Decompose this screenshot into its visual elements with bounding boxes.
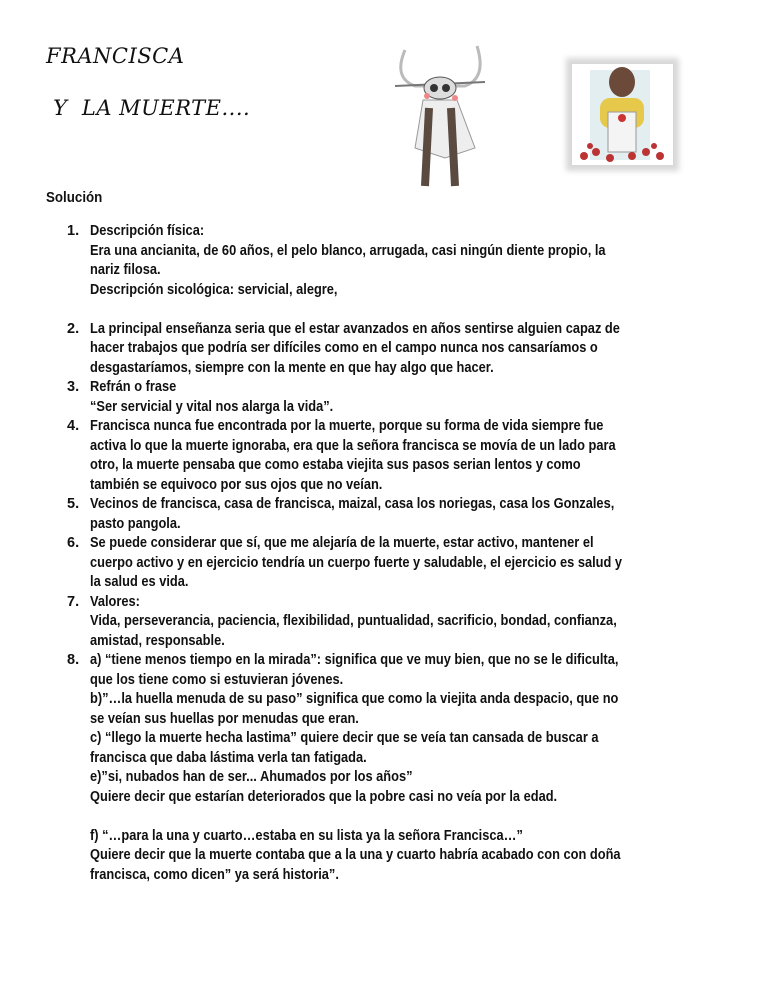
item-line: Refrán o frase: [90, 379, 177, 395]
death-figure-illustration: [385, 38, 495, 188]
item-line: Vida, perseverancia, paciencia, flexibilidad, puntualidad, sacrificio, bondad, confianza,: [90, 613, 617, 629]
item-line: Quiere decir que estarían deteriorados que la pobre casi no veía por la edad.: [90, 788, 558, 805]
item-line: la salud es vida.: [90, 574, 189, 590]
list-item: [0, 320, 768, 379]
item-line: nariz filosa.: [90, 262, 161, 278]
item-line: “Ser servicial y vital nos alarga la vida”.: [90, 398, 334, 415]
item-line: Era una ancianita, de 60 años, el pelo blanco, arrugada, casi ningún diente propio, la: [90, 242, 606, 259]
item-line: a) “tiene menos tiempo en la mirada”: significa que ve muy bien, que no se le dificulta,: [90, 652, 619, 668]
francisca-portrait-illustration: [560, 52, 685, 177]
item-line: Quiere decir que la muerte contaba que a la una y cuarto habría acabado con con doña: [90, 847, 621, 863]
item-line: Se puede considerar que sí, que me alejaría de la muerte, estar activo, mantener el: [90, 535, 594, 551]
list-item: [0, 378, 768, 417]
item-line: francisca, como dicen” ya será historia”.: [90, 866, 339, 883]
document-title-line1: FRANCISCA: [46, 44, 185, 68]
list-item: [0, 651, 768, 885]
document-title-line2: Y LA MUERTE....: [46, 96, 251, 120]
item-number: 2.: [67, 320, 80, 337]
item-number: 3.: [67, 379, 80, 395]
item-number: 1.: [67, 223, 80, 239]
item-line: Francisca nunca fue encontrada por la muerte, porque su forma de vida siempre fue: [90, 418, 604, 434]
item-line: desgastaríamos, siempre con la mente en que hay algo que hacer.: [90, 359, 494, 376]
item-line: francisca que daba lástima verla tan fatigada.: [90, 749, 367, 766]
list-item: [0, 593, 768, 652]
item-line: pasto pangola.: [90, 515, 181, 532]
item-number: 8.: [67, 652, 80, 668]
item-line: Descripción física:: [90, 223, 205, 239]
item-number: 5.: [67, 496, 80, 512]
item-line: amistad, responsable.: [90, 632, 225, 649]
list-item: [0, 534, 768, 593]
item-line: cuerpo activo y en ejercicio tendría un cuerpo fuerte y saludable, el ejercicio es salud y: [90, 554, 623, 571]
item-line: Valores:: [90, 593, 140, 610]
item-line: se veían sus huellas por menudas que eran.: [90, 710, 359, 727]
spacer: [0, 300, 768, 320]
item-number: 6.: [67, 535, 80, 551]
item-number: 4.: [67, 418, 80, 434]
item-number: 7.: [67, 593, 80, 610]
item-line: activa lo que la muerte ignoraba, era que la señora francisca se movía de un lado para: [90, 437, 616, 454]
item-line: e)”si, nubados han de ser... Ahumados por los años”: [90, 769, 413, 785]
list-item: [0, 495, 768, 534]
item-line: Descripción sicológica: servicial, alegre,: [90, 281, 338, 298]
list-item: [0, 222, 768, 300]
item-line: b)”…la huella menuda de su paso” significa que como la viejita anda despacio, que no: [90, 691, 619, 707]
item-line: Vecinos de francisca, casa de francisca, maizal, casa los noriegas, casa los Gonzales,: [90, 496, 615, 512]
item-line: f) “…para la una y cuarto…estaba en su lista ya la señora Francisca…”: [90, 827, 523, 844]
item-line: c) “llego la muerte hecha lastima” quiere decir que se veía tan cansada de buscar a: [90, 730, 599, 746]
answer-list: [0, 222, 768, 885]
item-line: [90, 807, 690, 827]
item-line: también se equivoco por sus ojos que no veían.: [90, 476, 383, 493]
item-line: que los tiene como si estuvieran jóvenes.: [90, 671, 344, 688]
solution-heading: Solución: [46, 190, 103, 206]
list-item: [0, 417, 768, 495]
item-line: hacer trabajos que podría ser difíciles como en el campo nunca nos cansaríamos o: [90, 340, 598, 356]
item-line: otro, la muerte pensaba que como estaba viejita sus pasos serian lentos y como: [90, 457, 581, 473]
item-line: La principal enseñanza seria que el estar avanzados en años sentirse alguien capaz de: [90, 320, 620, 337]
